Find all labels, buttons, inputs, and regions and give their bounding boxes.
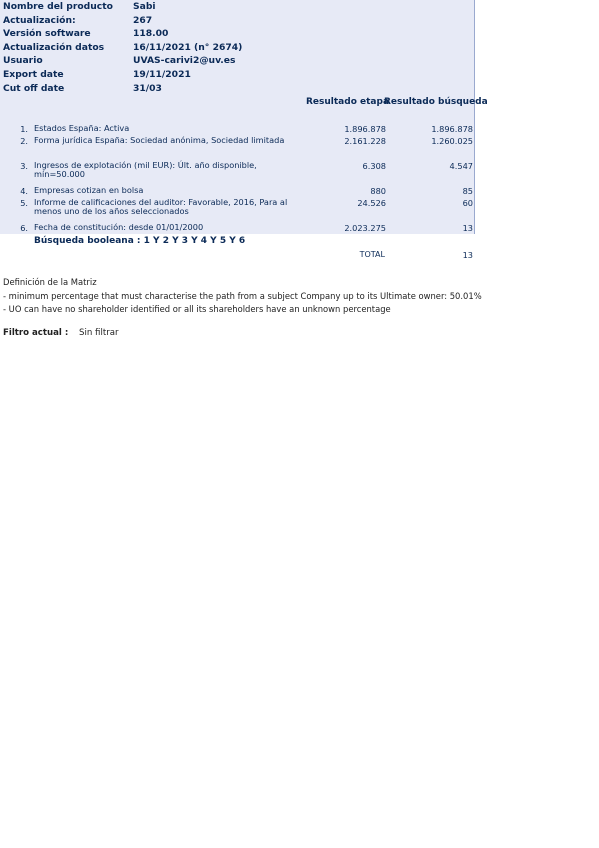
meta-label: Export date: [3, 69, 64, 80]
total-value: 13: [462, 250, 473, 260]
meta-label: Usuario: [3, 55, 43, 66]
criterion-number: 5.: [20, 198, 28, 208]
meta-label: Nombre del producto: [3, 1, 113, 12]
criterion-number: 1.: [20, 124, 28, 134]
criterion-text: Estados España: Activa: [34, 123, 130, 133]
total-label: TOTAL: [359, 250, 385, 259]
criterion-search-result: 13: [462, 223, 473, 233]
criterion-step-result: 2.161.228: [344, 136, 386, 146]
criterion-text: Informe de calificaciones del auditor: Favorable, 2016, Para al menos uno de los años seleccionados: [34, 197, 288, 217]
criterion-step-result: 6.308: [362, 161, 386, 171]
meta-value: 267: [133, 15, 153, 26]
criterion-number: 4.: [20, 186, 28, 196]
criterion-search-result: 4.547: [449, 161, 473, 171]
report-header-panel: [0, 0, 488, 234]
criterion-search-result: 85: [462, 186, 473, 196]
meta-value: UVAS-carivi2@uv.es: [133, 55, 236, 66]
meta-value: 19/11/2021: [133, 69, 191, 80]
criterion-number: 6.: [20, 223, 28, 233]
boolean-search: Búsqueda booleana : 1 Y 2 Y 3 Y 4 Y 5 Y 6: [34, 236, 246, 246]
criterion-step-result: 880: [370, 186, 386, 196]
meta-label: Actualización datos: [3, 42, 105, 53]
meta-value: Sabi: [133, 1, 156, 12]
filter-value: Sin filtrar: [79, 328, 119, 338]
meta-label: Actualización:: [3, 15, 76, 26]
criterion-search-result: 60: [462, 198, 473, 208]
criterion-search-result: 1.896.878: [431, 124, 473, 134]
criterion-text: Empresas cotizan en bolsa: [34, 185, 144, 195]
filter-label: Filtro actual :: [3, 328, 69, 338]
meta-value: 118.00: [133, 28, 169, 39]
criterion-step-result: 2.023.275: [344, 223, 386, 233]
criterion-step-result: 1.896.878: [344, 124, 386, 134]
criterion-text: Ingresos de explotación (mil EUR): Últ. año disponible, mín=50.000: [34, 160, 257, 180]
matrix-title: Definición de la Matriz: [3, 277, 97, 287]
criterion-text: Fecha de constitución: desde 01/01/2000: [34, 222, 204, 232]
step-result-header: Resultado etapa: [306, 97, 390, 107]
matrix-line: - UO can have no shareholder identified or all its shareholders have an unknown percentage: [3, 304, 391, 314]
criterion-text: Forma jurídica España: Sociedad anónima, Sociedad limitada: [34, 135, 285, 145]
current-filter: [3, 328, 119, 338]
criterion-search-result: 1.260.025: [431, 136, 473, 146]
meta-label: Cut off date: [3, 83, 65, 94]
criterion-number: 2.: [20, 136, 28, 146]
criterion-number: 3.: [20, 161, 28, 171]
criterion-step-result: 24.526: [357, 198, 386, 208]
search-result-header: Resultado búsqueda: [384, 97, 488, 107]
meta-value: 16/11/2021 (n° 2674): [133, 42, 243, 53]
meta-label: Versión software: [3, 28, 91, 39]
matrix-line: - minimum percentage that must characterise the path from a subject Company up to its Ultimate owner: 50.01%: [3, 291, 482, 301]
meta-value: 31/03: [133, 83, 162, 94]
